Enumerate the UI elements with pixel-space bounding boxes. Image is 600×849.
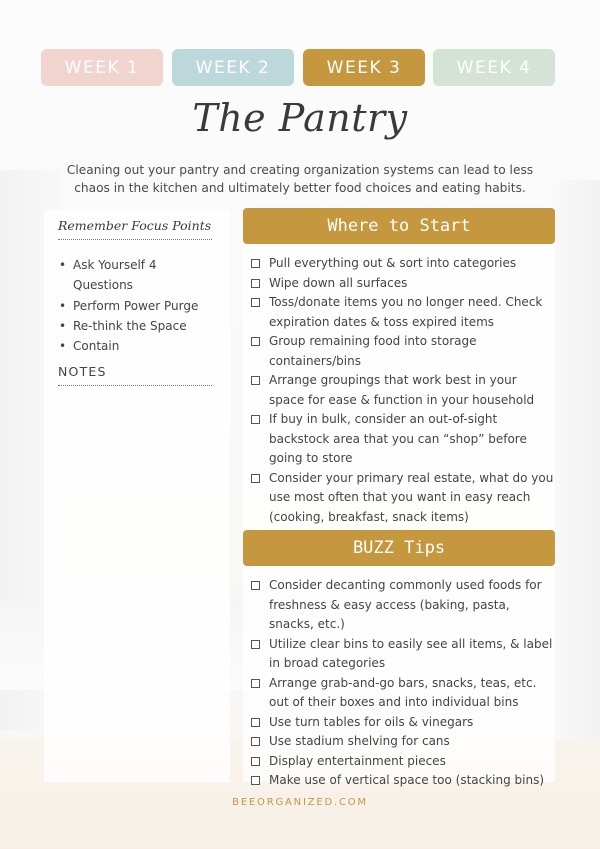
checkbox[interactable] — [251, 376, 260, 385]
checklist-item-label: Arrange grab-and-go bars, snacks, teas, etc. out of their boxes and into individual bins — [269, 675, 537, 709]
focus-point-label: Perform Power Purge — [73, 298, 199, 313]
checklist-item-label: If buy in bulk, consider an out-of-sight backstock area that you can “shop” before going to store — [269, 412, 527, 465]
checkbox[interactable] — [251, 337, 260, 346]
checklist-item-label: Make use of vertical space too (stacking bins) — [269, 773, 545, 787]
focus-point-label: Re-think the Space — [73, 318, 187, 333]
checklist-item-label: Use stadium shelving for cans — [269, 734, 450, 748]
checklist-item — [250, 410, 555, 469]
checklist-item-label: Consider your primary real estate, what do you use most often that you want in easy reach (cooking, breakfast, snack items) — [269, 470, 554, 524]
bullet-icon: • — [59, 339, 67, 354]
focus-point-item — [58, 255, 218, 296]
checkbox[interactable] — [251, 415, 260, 424]
buzz-tips-heading: BUZZ Tips — [243, 530, 555, 566]
checkbox[interactable] — [251, 640, 260, 649]
checkbox[interactable] — [251, 259, 260, 268]
buzz-tips-checklist — [250, 576, 555, 791]
checklist-item — [250, 274, 555, 294]
where-to-start-checklist — [250, 254, 555, 547]
checkbox[interactable] — [251, 298, 260, 307]
focus-points-heading: Remember Focus Points — [58, 218, 212, 240]
page-title: The Pantry — [192, 96, 408, 140]
checklist-item-label: Utilize clear bins to easily see all items, & label in broad categories — [269, 636, 553, 670]
checkbox[interactable] — [251, 474, 260, 483]
checklist-item — [250, 771, 555, 791]
checklist-item — [250, 371, 555, 410]
week-tabs — [41, 49, 555, 86]
bullet-icon: • — [59, 258, 67, 272]
tab-week-3[interactable]: WEEK 3 — [303, 49, 425, 86]
focus-point-item — [58, 316, 218, 336]
checklist-item-label: Pull everything out & sort into categories — [269, 256, 517, 270]
where-to-start-heading: Where to Start — [243, 208, 555, 244]
bullet-icon: • — [59, 298, 67, 313]
focus-point-item — [58, 336, 218, 356]
checkbox[interactable] — [251, 776, 260, 785]
checklist-item-label: Toss/donate items you no longer need. Check expiration dates & toss expired items — [269, 295, 543, 329]
intro-text: Cleaning out your pantry and creating organization systems can lead to less chaos in the kitchen and ultimately better food choices and eating habits. — [66, 163, 534, 195]
checklist-item — [250, 469, 555, 528]
checklist-item — [250, 635, 555, 674]
checklist-item — [250, 576, 555, 635]
checklist-item-label: Display entertainment pieces — [269, 753, 446, 768]
focus-points-list — [58, 255, 218, 356]
checklist-item-label: Wipe down all surfaces — [269, 275, 408, 290]
checkbox[interactable] — [251, 757, 260, 766]
checklist-item — [250, 332, 555, 371]
checkbox[interactable] — [251, 581, 260, 590]
checklist-item — [250, 254, 555, 274]
tab-week-1[interactable]: WEEK 1 — [41, 49, 163, 86]
focus-point-label: Contain — [73, 339, 120, 354]
notes-heading: NOTES — [58, 364, 212, 386]
tab-week-2[interactable]: WEEK 2 — [172, 49, 294, 86]
checklist-item-label: Use turn tables for oils & vinegars — [269, 714, 474, 729]
checklist-item — [250, 732, 555, 752]
checklist-item — [250, 674, 555, 713]
checkbox[interactable] — [251, 737, 260, 746]
tab-week-4[interactable]: WEEK 4 — [433, 49, 555, 86]
footer-website-link[interactable]: BEEORGANIZED.COM — [232, 797, 368, 808]
checkbox[interactable] — [251, 679, 260, 688]
checklist-item — [250, 713, 555, 733]
checklist-item-label: Arrange groupings that work best in your space for ease & function in your household — [269, 373, 535, 407]
checklist-item — [250, 752, 555, 772]
focus-point-item — [58, 296, 218, 316]
checkbox[interactable] — [251, 718, 260, 727]
checklist-item-label: Group remaining food into storage containers/bins — [269, 334, 477, 368]
checkbox[interactable] — [251, 279, 260, 288]
focus-point-label: Ask Yourself 4 Questions — [73, 258, 157, 293]
bullet-icon: • — [59, 318, 67, 333]
checklist-item-label: Consider decanting commonly used foods for freshness & easy access (baking, pasta, snacks, etc.) — [269, 578, 542, 631]
checklist-item — [250, 293, 555, 332]
